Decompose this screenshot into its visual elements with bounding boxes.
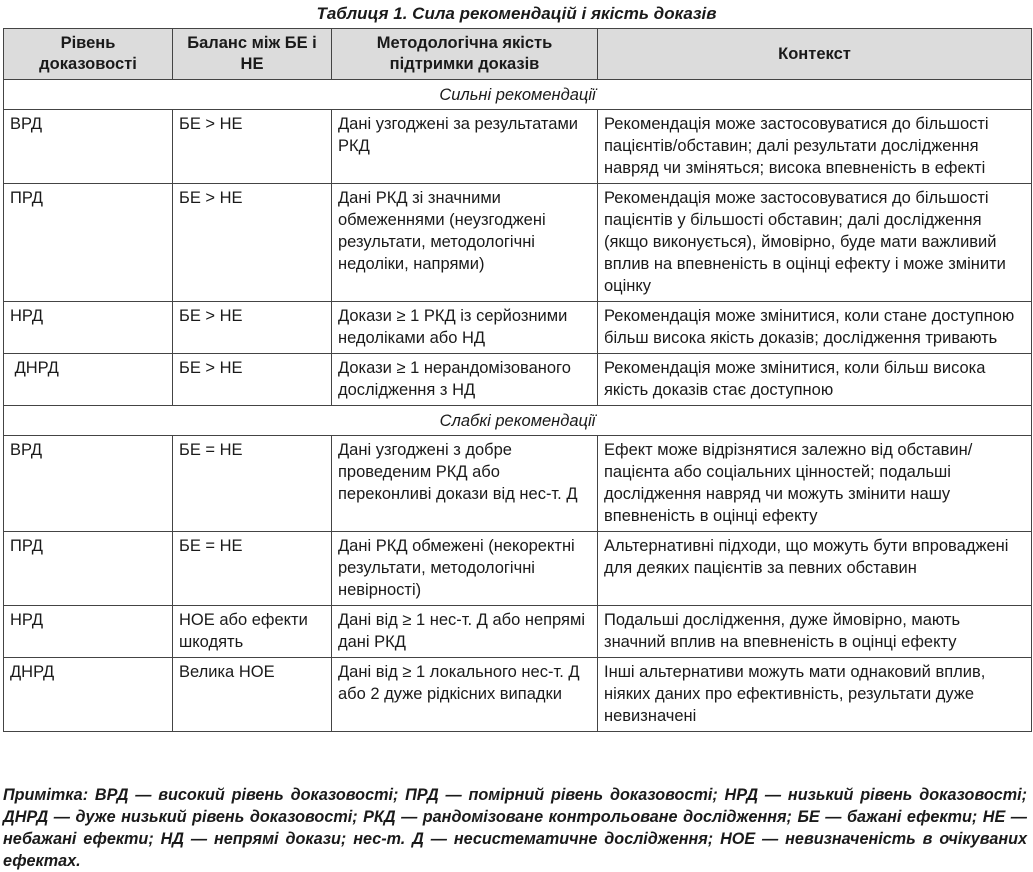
cell-quality: Докази ≥ 1 РКД із серйозними недоліками або НД — [332, 302, 598, 354]
cell-context: Подальші дослідження, дуже ймовірно, мають значний вплив на впевненість в оцінці ефекту — [598, 606, 1032, 658]
recommendations-table — [3, 28, 1032, 732]
cell-level: ВРД — [4, 436, 173, 532]
section-title: Сильні рекомендації — [4, 80, 1032, 110]
table-row — [4, 184, 1032, 302]
cell-quality: Дані РКД зі значними обмеженнями (неузгоджені результати, методологічні недоліки, напрями) — [332, 184, 598, 302]
cell-level: ДНРД — [4, 354, 173, 406]
table-caption: Таблиця 1. Сила рекомендацій і якість доказів — [316, 4, 717, 23]
table-header-row — [4, 29, 1032, 80]
cell-balance: БЕ = НЕ — [173, 532, 332, 606]
cell-quality: Дані узгоджені з добре проведеним РКД або переконливі докази від нес-т. Д — [332, 436, 598, 532]
cell-balance: БЕ > НЕ — [173, 110, 332, 184]
cell-context: Рекомендація може змінитися, коли більш висока якість доказів стає доступною — [598, 354, 1032, 406]
table-row — [4, 532, 1032, 606]
cell-quality: Докази ≥ 1 нерандомізованого дослідження з НД — [332, 354, 598, 406]
section-row-weak — [4, 406, 1032, 436]
cell-quality: Дані РКД обмежені (некоректні результати, методологічні невірності) — [332, 532, 598, 606]
table-row — [4, 302, 1032, 354]
header-methodological-quality: Методологічна якість підтримки доказів — [332, 29, 598, 80]
table-footnote: Примітка: ВРД — високий рівень доказовості; ПРД — помірний рівень доказовості; НРД — низький рівень доказовості; ДНРД — дуже низький рівень доказовості; РКД — рандомізоване контрольоване дослідження; БЕ — бажані ефекти; НЕ — небажані ефекти; НД — непрямі докази; нес-т. Д — несистематичне дослідження; НОЕ — невизначеність в очікуваних ефектах. — [3, 786, 1027, 870]
cell-level: ПРД — [4, 184, 173, 302]
cell-context: Ефект може відрізнятися залежно від обставин/пацієнта або соціальних цінностей; подальші дослідження навряд чи можуть змінити нашу впевненість в оцінці ефекту — [598, 436, 1032, 532]
cell-balance: Велика НОЕ — [173, 658, 332, 732]
table-row — [4, 436, 1032, 532]
cell-level: ДНРД — [4, 658, 173, 732]
cell-level: ПРД — [4, 532, 173, 606]
table-row — [4, 354, 1032, 406]
header-balance: Баланс між БЕ і НЕ — [173, 29, 332, 80]
cell-context: Рекомендація може застосовуватися до більшості пацієнтів/обставин; далі результати дослідження навряд чи зміняться; висока впевненість в ефекті — [598, 110, 1032, 184]
cell-level: ВРД — [4, 110, 173, 184]
table-row — [4, 606, 1032, 658]
cell-balance: БЕ = НЕ — [173, 436, 332, 532]
table-row — [4, 110, 1032, 184]
cell-context: Інші альтернативи можуть мати однаковий вплив, ніяких даних про ефективність, результати дуже невизначені — [598, 658, 1032, 732]
cell-quality: Дані від ≥ 1 нес-т. Д або непрямі дані РКД — [332, 606, 598, 658]
table-row — [4, 658, 1032, 732]
cell-balance: БЕ > НЕ — [173, 354, 332, 406]
cell-quality: Дані узгоджені за результатами РКД — [332, 110, 598, 184]
cell-level: НРД — [4, 606, 173, 658]
cell-context: Рекомендація може змінитися, коли стане доступною більш висока якість доказів; дослідження тривають — [598, 302, 1032, 354]
cell-level: НРД — [4, 302, 173, 354]
section-row-strong — [4, 80, 1032, 110]
cell-quality: Дані від ≥ 1 локального нес-т. Д або 2 дуже рідкісних випадки — [332, 658, 598, 732]
cell-balance: БЕ > НЕ — [173, 184, 332, 302]
header-context: Контекст — [598, 29, 1032, 80]
header-level-of-evidence: Рівень доказовості — [4, 29, 173, 80]
cell-context: Рекомендація може застосовуватися до більшості пацієнтів у більшості обставин; далі дослідження (якщо виконується), ймовірно, буде мати важливий вплив на впевненість в оцінці ефекту і може змінити оцінку — [598, 184, 1032, 302]
cell-context: Альтернативні підходи, що можуть бути впроваджені для деяких пацієнтів за певних обставин — [598, 532, 1032, 606]
cell-balance: БЕ > НЕ — [173, 302, 332, 354]
cell-balance: НОЕ або ефекти шкодять — [173, 606, 332, 658]
section-title: Слабкі рекомендації — [4, 406, 1032, 436]
